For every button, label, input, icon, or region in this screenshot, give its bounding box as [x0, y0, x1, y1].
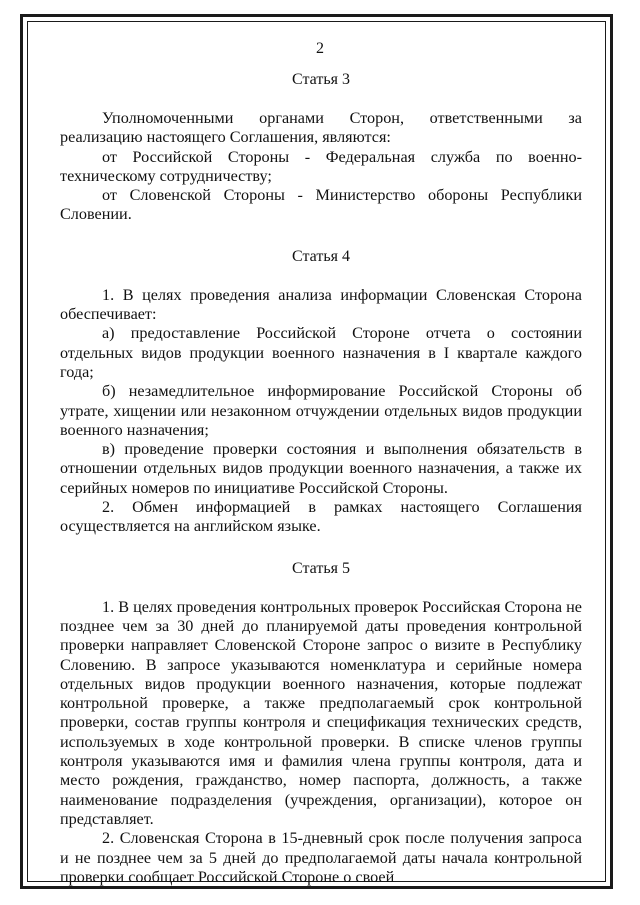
article-3-paragraph: Уполномоченными органами Сторон, ответственными за реализацию настоящего Соглашения, являются:: [60, 109, 582, 147]
article-5: [60, 559, 582, 887]
article-5-heading: Статья 5: [292, 559, 350, 577]
article-3-heading: Статья 3: [292, 71, 350, 88]
article-5-paragraph: 2. Словенская Сторона в 15-дневный срок после получения запроса и не позднее чем за 5 дней до предполагаемой даты начала контрольной проверки сообщает Российской Стороне о своей: [60, 829, 582, 886]
document-body: [60, 70, 582, 887]
article-4-paragraph: в) проведение проверки состояния и выполнения обязательств в отношении отдельных видов продукции военного назначения, а также их серийных номеров по инициативе Российской Стороны.: [60, 440, 582, 497]
article-4: [60, 247, 582, 537]
article-4-paragraph: 1. В целях проведения анализа информации Словенская Сторона обеспечивает:: [60, 285, 582, 324]
article-4-paragraph: а) предоставление Российской Стороне отчета о состоянии отдельных видов продукции военного назначения в I квартале каждого года;: [60, 324, 582, 381]
article-5-paragraph: 1. В целях проведения контрольных проверок Российская Сторона не позднее чем за 30 дней до планируемой даты проведения контрольной проверки направляет Словенской Стороне запрос о визите в Республику Словению. В запросе указываются номенклатура и серийные номера отдельных видов продукции военного назначения, которые подлежат контрольной проверке, а также предполагаемый срок контрольной проверки, состав группы контроля и спецификация технических средств, используемых в ходе контрольной проверки. В списке членов группы контроля указываются имя и фамилия члена группы контроля, дата и место рождения, гражданство, номер паспорта, должность, а также наименование подразделения (учреждения, организации), которое он представляет.: [60, 597, 582, 828]
article-3-paragraph: от Российской Стороны - Федеральная служба по военно-техническому сотрудничеству;: [60, 147, 582, 185]
page-number: 2: [316, 40, 324, 57]
article-3-paragraph: от Словенской Стороны - Министерство обороны Республики Словении.: [60, 186, 582, 224]
article-3: [60, 70, 582, 225]
article-4-paragraph: 2. Обмен информацией в рамках настоящего Соглашения осуществляется на английском языке.: [60, 498, 582, 536]
article-4-heading: Статья 4: [292, 247, 350, 265]
article-4-paragraph: б) незамедлительное информирование Российской Стороны об утрате, хищении или незаконном отчуждении отдельных видов продукции военного назначения;: [60, 382, 582, 439]
